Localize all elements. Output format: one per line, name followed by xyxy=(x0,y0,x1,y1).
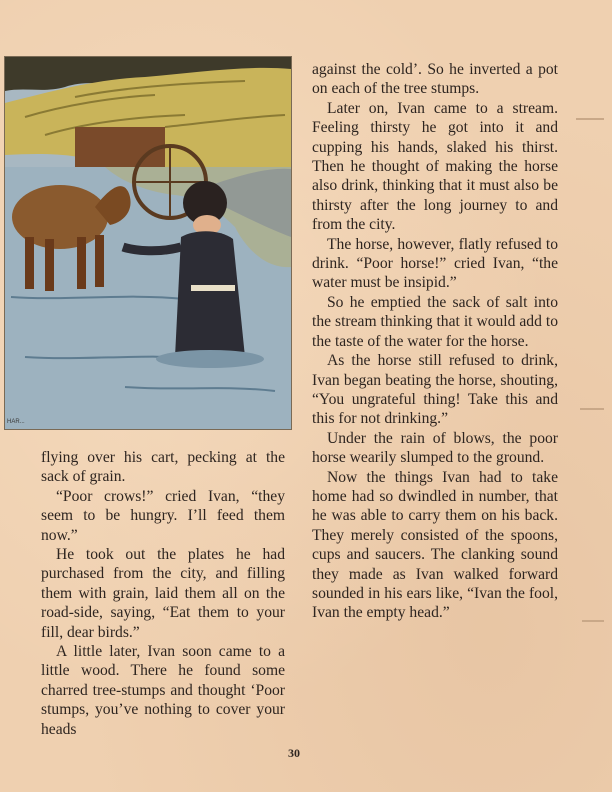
paragraph: A little later, Ivan soon came to a little wood. There he found some charred tree-stumps and thought ‘Poor stumps, you’ve nothing to cover your heads xyxy=(41,643,285,738)
story-illustration xyxy=(4,56,292,430)
paragraph: The horse, however, flatly refused to drink. “Poor horse!” cried Ivan, “the water must be insipid.” xyxy=(312,235,558,292)
boy-leading-horse-cart-into-stream-illustration xyxy=(5,57,291,429)
paragraph: “Poor crows!” cried Ivan, “they seem to be hungry. I’ll feed them now.” xyxy=(41,487,285,544)
paragraph: He took out the plates he had purchased from the city, and filling them with grain, laid them all on the road-side, saying, “Eat them to your fill, dear birds.” xyxy=(41,546,285,641)
margin-mark xyxy=(582,620,604,622)
page-number: 30 xyxy=(288,746,300,760)
paragraph: flying over his cart, pecking at the sack of grain. xyxy=(41,449,285,486)
paragraph: Under the rain of blows, the poor horse wearily slumped to the ground. xyxy=(312,429,558,467)
paragraph: against the cold’. So he inverted a pot on each of the tree stumps. xyxy=(312,61,558,98)
left-text-column xyxy=(41,448,285,739)
paragraph: Now the things Ivan had to take home had so dwindled in number, that he was able to carry them on his back. They merely consisted of the spoons, cups and saucers. The clanking sound they made as Ivan walked forward sounded in his ears like, “Ivan the fool, Ivan the empty head.” xyxy=(312,468,558,622)
right-text-column xyxy=(312,60,558,623)
paragraph: Later on, Ivan came to a stream. Feeling thirsty he got into it and cupping his hands, slaked his thirst. Then he thought of making the horse also drink, thinking that it must also be thirsty after the long journey to and from the city. xyxy=(312,99,558,234)
paragraph: As the horse still refused to drink, Ivan began beating the horse, shouting, “You ungrateful thing! Take this and this for not drinking.” xyxy=(312,352,558,428)
margin-mark xyxy=(580,408,604,410)
artist-signature: HAR... xyxy=(7,419,25,425)
paragraph: So he emptied the sack of salt into the stream thinking that it would add to the taste of the water for the horse. xyxy=(312,293,558,350)
margin-mark xyxy=(576,118,604,120)
